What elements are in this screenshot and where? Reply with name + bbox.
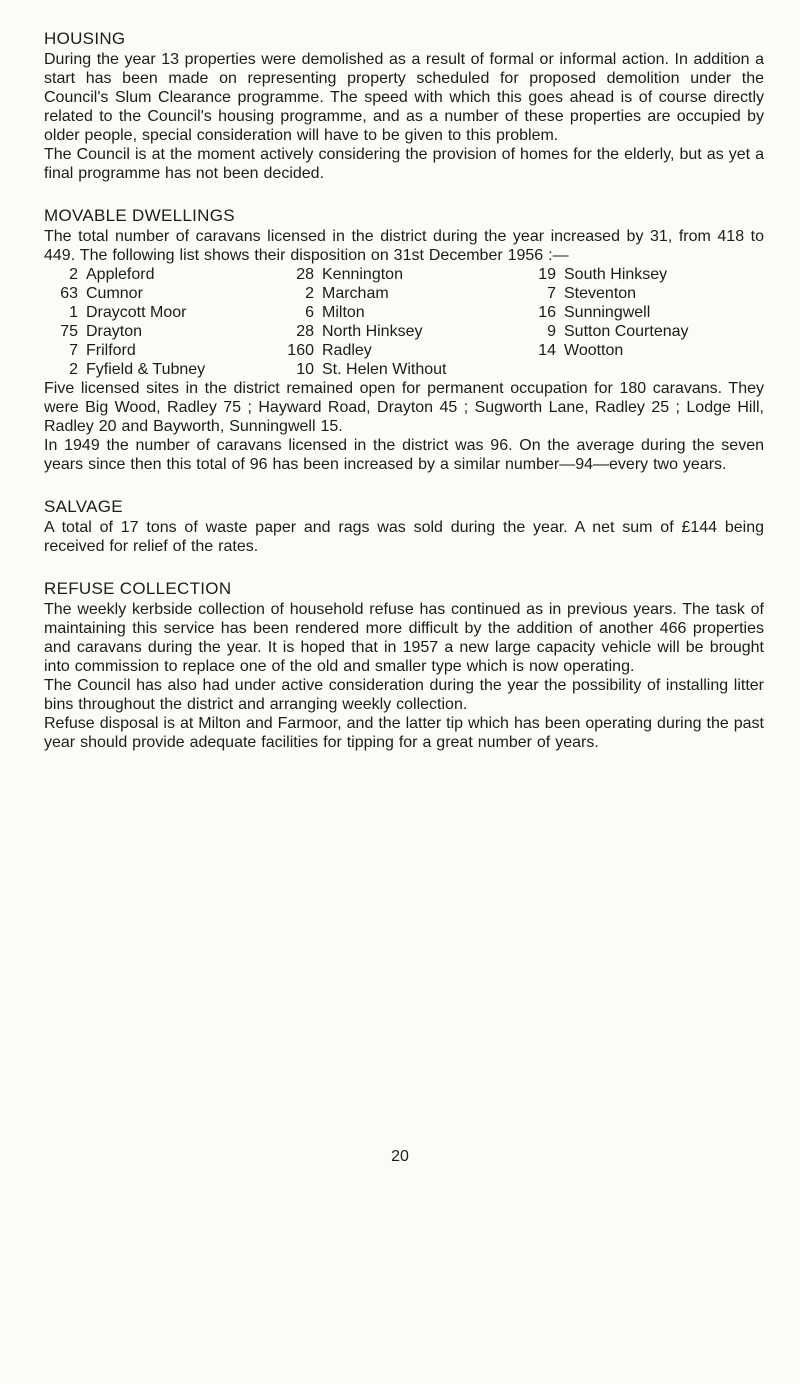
section-heading: MOVABLE DWELLINGS — [44, 206, 235, 225]
table-cell-place: Wootton — [564, 342, 624, 359]
section-heading: REFUSE COLLECTION — [44, 579, 232, 598]
table-cell-place: Radley — [322, 342, 372, 359]
paragraph: During the year 13 properties were demolished as a result of formal or informal action. In addition a start has been made on representing property scheduled for proposed demolition under the Council's Slum Clearance programme. The speed with which this goes ahead is of course directly related to the Council's housing programme, and as a number of these properties are occupied by older people, special consideration will have to be given to this problem. — [44, 51, 764, 144]
section-heading: HOUSING — [44, 29, 126, 48]
section-housing — [44, 28, 764, 183]
table-cell-count: 63 — [60, 285, 78, 302]
table-cell-count: 28 — [296, 323, 314, 340]
table-cell-count: 2 — [305, 285, 314, 302]
paragraph: Five licensed sites in the district remained open for permanent occupation for 180 caravans. They were Big Wood, Radley 75 ; Hayward Road, Drayton 45 ; Sugworth Lane, Radley 25 ; Lodge Hill, Radley 20 and Bayworth, Sunningwell 15. — [44, 380, 764, 435]
table-cell-count: 160 — [287, 342, 314, 359]
paragraph: The weekly kerbside collection of household refuse has continued as in previous years. The task of maintaining this service has been rendered more difficult by the addition of another 466 properties and caravans during the year. It is hoped that in 1957 a new large capacity vehicle will be brought into commission to replace one of the old and smaller type which is now operating. — [44, 601, 764, 675]
paragraph: The total number of caravans licensed in the district during the year increased by 31, from 418 to 449. The following list shows their disposition on 31st December 1956 :— — [44, 228, 764, 264]
table-cell-count: 75 — [60, 323, 78, 340]
section-refuse-collection — [44, 578, 764, 752]
table-cell-count: 19 — [538, 266, 556, 283]
paragraph: A total of 17 tons of waste paper and rags was sold during the year. A net sum of £144 being received for relief of the rates. — [44, 519, 764, 555]
table-cell-count: 6 — [305, 304, 314, 321]
table-cell-count: 2 — [69, 266, 78, 283]
table-cell-place: North Hinksey — [322, 323, 423, 340]
table-cell-count: 7 — [547, 285, 556, 302]
table-cell-place: Marcham — [322, 285, 389, 302]
table-cell-place: Milton — [322, 304, 365, 321]
table-cell-place: Kennington — [322, 266, 403, 283]
table-cell-place: St. Helen Without — [322, 361, 447, 378]
table-cell-count: 2 — [69, 361, 78, 378]
table-cell-count: 7 — [69, 342, 78, 359]
section-salvage — [44, 496, 764, 556]
page-content — [44, 28, 764, 770]
table-cell-place: Sunningwell — [564, 304, 651, 321]
section-heading: SALVAGE — [44, 497, 123, 516]
paragraph: Refuse disposal is at Milton and Farmoor, and the latter tip which has been operating during the past year should provide adequate facilities for tipping for a great number of years. — [44, 715, 764, 751]
table-cell-count: 14 — [538, 342, 556, 359]
table-cell-place: Drayton — [86, 323, 143, 340]
table-cell-count: 28 — [296, 266, 314, 283]
paragraph: The Council has also had under active consideration during the year the possibility of installing litter bins throughout the district and arranging weekly collection. — [44, 677, 764, 713]
table-cell-place: Cumnor — [86, 285, 143, 302]
table-cell-place: Steventon — [564, 285, 637, 302]
table-cell-place: Draycott Moor — [86, 304, 187, 321]
table-cell-place: Appleford — [86, 266, 155, 283]
table-cell-place: Sutton Courtenay — [564, 323, 689, 340]
table-cell-place: Fyfield & Tubney — [86, 361, 206, 378]
table-cell-count: 9 — [547, 323, 556, 340]
table-cell-count: 10 — [296, 361, 314, 378]
paragraph: The Council is at the moment actively considering the provision of homes for the elderly, but as yet a final programme has not been decided. — [44, 146, 764, 182]
caravan-table — [44, 265, 764, 379]
table-cell-place — [564, 360, 764, 379]
paragraph: In 1949 the number of caravans licensed in the district was 96. On the average during the seven years since then this total of 96 has been increased by a similar number—94—every two years. — [44, 437, 764, 473]
table-cell-count — [522, 360, 564, 379]
table-cell-count: 16 — [538, 304, 556, 321]
section-movable-dwellings — [44, 205, 764, 474]
table-cell-place: Frilford — [86, 342, 136, 359]
table-cell-count: 1 — [69, 304, 78, 321]
table-cell-place: South Hinksey — [564, 266, 668, 283]
page-number: 20 — [391, 1148, 409, 1165]
